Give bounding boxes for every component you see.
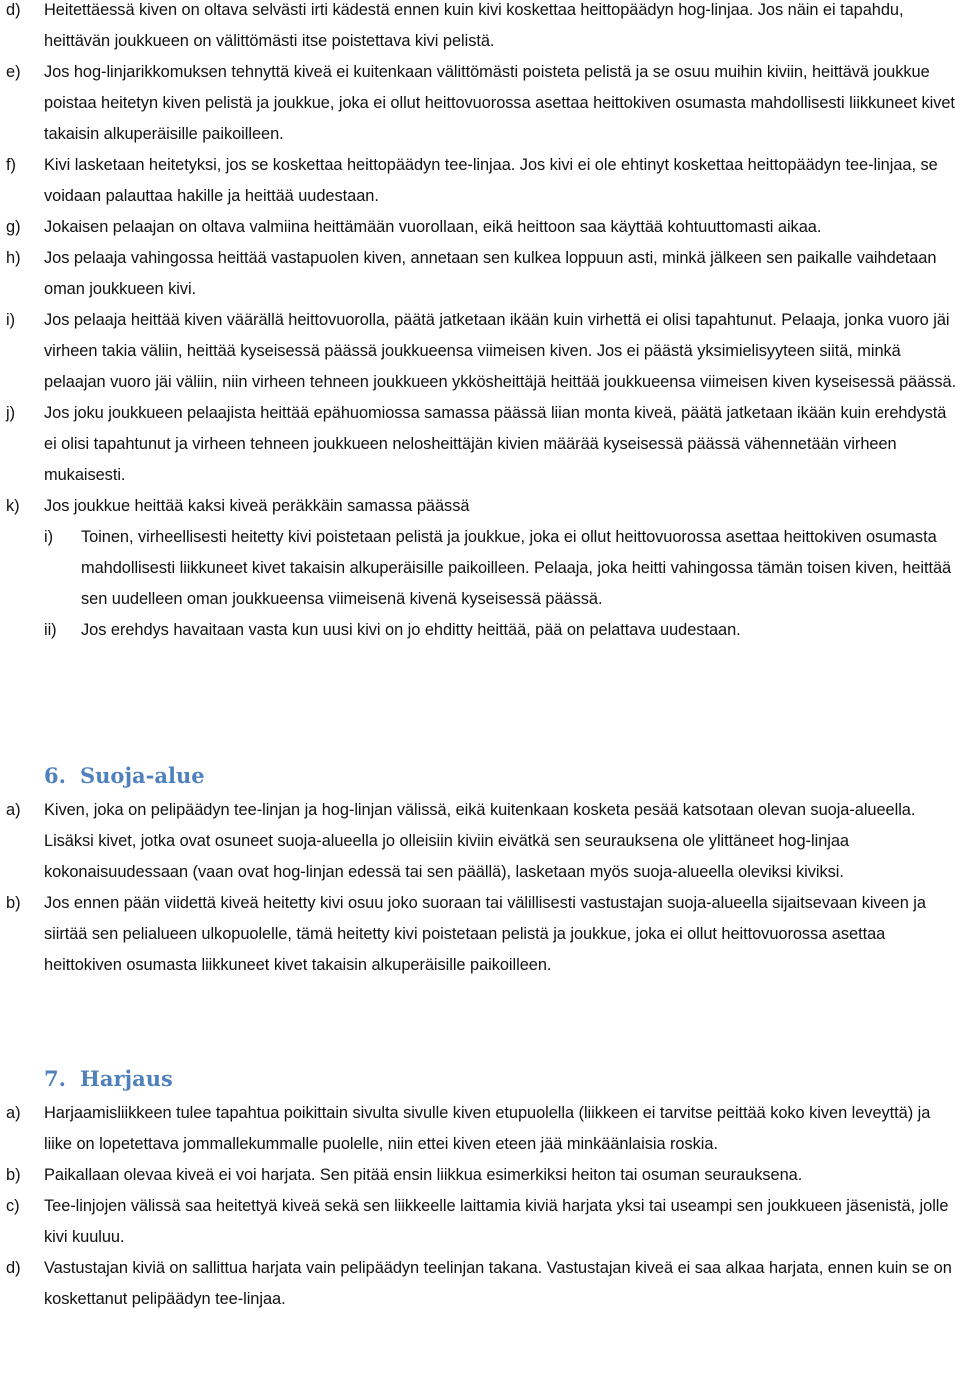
sub-list-item-text: Jos erehdys havaitaan vasta kun uusi kivi on jo ehditty heittää, pää on pelattava uudestaan. bbox=[81, 621, 741, 639]
section-heading-7 bbox=[6, 1064, 960, 1094]
list-marker: b) bbox=[6, 1166, 21, 1184]
section-title: Harjaus bbox=[80, 1066, 173, 1091]
sub-list-marker: i) bbox=[44, 528, 53, 546]
section-7 bbox=[6, 1064, 960, 1315]
list-item-d bbox=[6, 1253, 960, 1315]
list-item-text: Jos joukkue heittää kaksi kiveä peräkkäin samassa päässä bbox=[44, 497, 470, 515]
list-item-text: Paikallaan olevaa kiveä ei voi harjata. Sen pitää ensin liikkua esimerkiksi heiton tai osuman seurauksena. bbox=[44, 1166, 803, 1184]
list-item-text: Jos pelaaja vahingossa heittää vastapuolen kiven, annetaan sen kulkea loppuun asti, minkä jälkeen sen paikalle vaihdetaan oman joukkueen kivi. bbox=[44, 249, 937, 298]
list-item-c bbox=[6, 1191, 960, 1253]
list-item-text: Jos pelaaja heittää kiven väärällä heittovuorolla, päätä jatketaan ikään kuin virhettä ei olisi tapahtunut. Pelaaja, jonka vuoro jäi virheen takia väliin, heittää kyseisessä päässä joukkueensa viimeisen kiven. Jos ei päästä yksimielisyyteen siitä, minkä pelaajan vuoro jäi väliin, niin virheen tehneen joukkueen ykkösheittäjä heittää joukkueensa viimeisen kiven kyseisessä päässä. bbox=[44, 311, 957, 391]
list-item-j bbox=[6, 398, 960, 491]
list-item-text: Vastustajan kiviä on sallittua harjata vain pelipäädyn teelinjan takana. Vastustajan kiveä ei saa alkaa harjata, ennen kuin se on koskettanut pelipäädyn tee-linjaa. bbox=[44, 1259, 952, 1308]
list-item-a bbox=[6, 1098, 960, 1160]
list-item-text: Jos ennen pään viidettä kiveä heitetty kivi osuu joko suoraan tai välillisesti vastustajan suoja-alueella sijaitsevaan kiveen ja siirtää sen pelialueen ulkopuolelle, tämä heitetty kivi poistetaan pelistä ja joukkue, joka ei ollut heittovuorossa asettaa heittokiven osumasta liikkuneet kivet takaisin alkuperäisille paikoilleen. bbox=[44, 894, 926, 974]
list-item-text: Heitettäessä kiven on oltava selvästi irti kädestä ennen kuin kivi koskettaa heittopäädyn hog-linjaa. Jos näin ei tapahdu, heittävän joukkueen on välittömästi itse poistettava kivi pelistä. bbox=[44, 1, 904, 50]
list-marker: k) bbox=[6, 497, 20, 515]
list-item-text: Jos joku joukkueen pelaajista heittää epähuomiossa samassa päässä liian monta kiveä, päätä jatketaan ikään kuin erehdystä ei olisi tapahtunut ja virheen tehneen joukkueen nelosheittäjän kivien määrää kyseisessä päässä vähennetään virheen mukaisesti. bbox=[44, 404, 947, 484]
list-marker: c) bbox=[6, 1197, 20, 1215]
sub-list-item-ii bbox=[6, 615, 960, 646]
section-number: 6. bbox=[44, 763, 66, 788]
list-item-d bbox=[6, 0, 960, 57]
list-item-text: Jos hog-linjarikkomuksen tehnyttä kiveä ei kuitenkaan välittömästi poisteta pelistä ja se osuu muihin kiviin, heittävä joukkue poistaa heitetyn kiven pelistä ja joukkue, joka ei ollut heittovuorossa asettaa heittokiven osumasta mahdollisesti liikkuneet kivet takaisin alkuperäisille paikoilleen. bbox=[44, 63, 955, 143]
list-marker: a) bbox=[6, 801, 21, 819]
list-item-k bbox=[6, 491, 960, 522]
list-item-e bbox=[6, 57, 960, 150]
section-heading-6 bbox=[6, 761, 960, 791]
list-item-h bbox=[6, 243, 960, 305]
list-marker: e) bbox=[6, 63, 21, 81]
list-marker: f) bbox=[6, 156, 16, 174]
list-item-text: Harjaamisliikkeen tulee tapahtua poikittain sivulta sivulle kiven etupuolella (liikkeen ei tarvitse peittää koko kiven leveyttä) ja liike on lopetettava jommallekummalle puolelle, niin ettei kiven eteen jää minkäänlaisia roskia. bbox=[44, 1104, 931, 1153]
section-title: Suoja-alue bbox=[80, 763, 205, 788]
list-marker: i) bbox=[6, 311, 15, 329]
list-item-text: Kivi lasketaan heitetyksi, jos se koskettaa heittopäädyn tee-linjaa. Jos kivi ei ole ehtinyt koskettaa heittopäädyn tee-linjaa, se voidaan palauttaa hakille ja heittää uudestaan. bbox=[44, 156, 938, 205]
list-item-b bbox=[6, 1160, 960, 1191]
list-marker: h) bbox=[6, 249, 21, 267]
list-marker: d) bbox=[6, 1, 21, 19]
sub-list-marker: ii) bbox=[44, 621, 57, 639]
list-marker: d) bbox=[6, 1259, 21, 1277]
list-item-b bbox=[6, 888, 960, 981]
section-number: 7. bbox=[44, 1066, 66, 1091]
list-marker: j) bbox=[6, 404, 15, 422]
list-item-text: Jokaisen pelaajan on oltava valmiina heittämään vuorollaan, eikä heittoon saa käyttää kohtuuttomasti aikaa. bbox=[44, 218, 822, 236]
list-item-text: Tee-linjojen välissä saa heitettyä kiveä sekä sen liikkeelle laittamia kiviä harjata yksi tai useampi sen joukkueen jäsenistä, jolle kivi kuuluu. bbox=[44, 1197, 949, 1246]
list-marker: a) bbox=[6, 1104, 21, 1122]
sub-list-item-i bbox=[6, 522, 960, 615]
list-item-g bbox=[6, 212, 960, 243]
list-marker: g) bbox=[6, 218, 21, 236]
list-item-f bbox=[6, 150, 960, 212]
sub-list-item-text: Toinen, virheellisesti heitetty kivi poistetaan pelistä ja joukkue, joka ei ollut heittovuorossa asettaa heittokiven osumasta mahdollisesti liikkuneet kivet takaisin alkuperäisille paikoilleen. Pelaaja, joka heitti vahingossa tämän toisen kiven, heittää sen uudelleen oman joukkueensa viimeisenä kivenä kyseisessä päässä. bbox=[81, 528, 952, 608]
list-item-a bbox=[6, 795, 960, 888]
list-marker: b) bbox=[6, 894, 21, 912]
list-item-i bbox=[6, 305, 960, 398]
section-6 bbox=[6, 761, 960, 981]
list-item-text: Kiven, joka on pelipäädyn tee-linjan ja hog-linjan välissä, eikä kuitenkaan kosketa pesää katsotaan olevan suoja-alueella. Lisäksi kivet, jotka ovat osuneet suoja-alueella jo olleisiin kiviin eivätkä sen seurauksena ole ylittäneet hog-linjaa kokonaisuudessaan (vaan ovat hog-linjan edessä tai sen päällä), lasketaan myös suoja-alueella oleviksi kiviksi. bbox=[44, 801, 916, 881]
rule-list-continued bbox=[6, 0, 960, 646]
